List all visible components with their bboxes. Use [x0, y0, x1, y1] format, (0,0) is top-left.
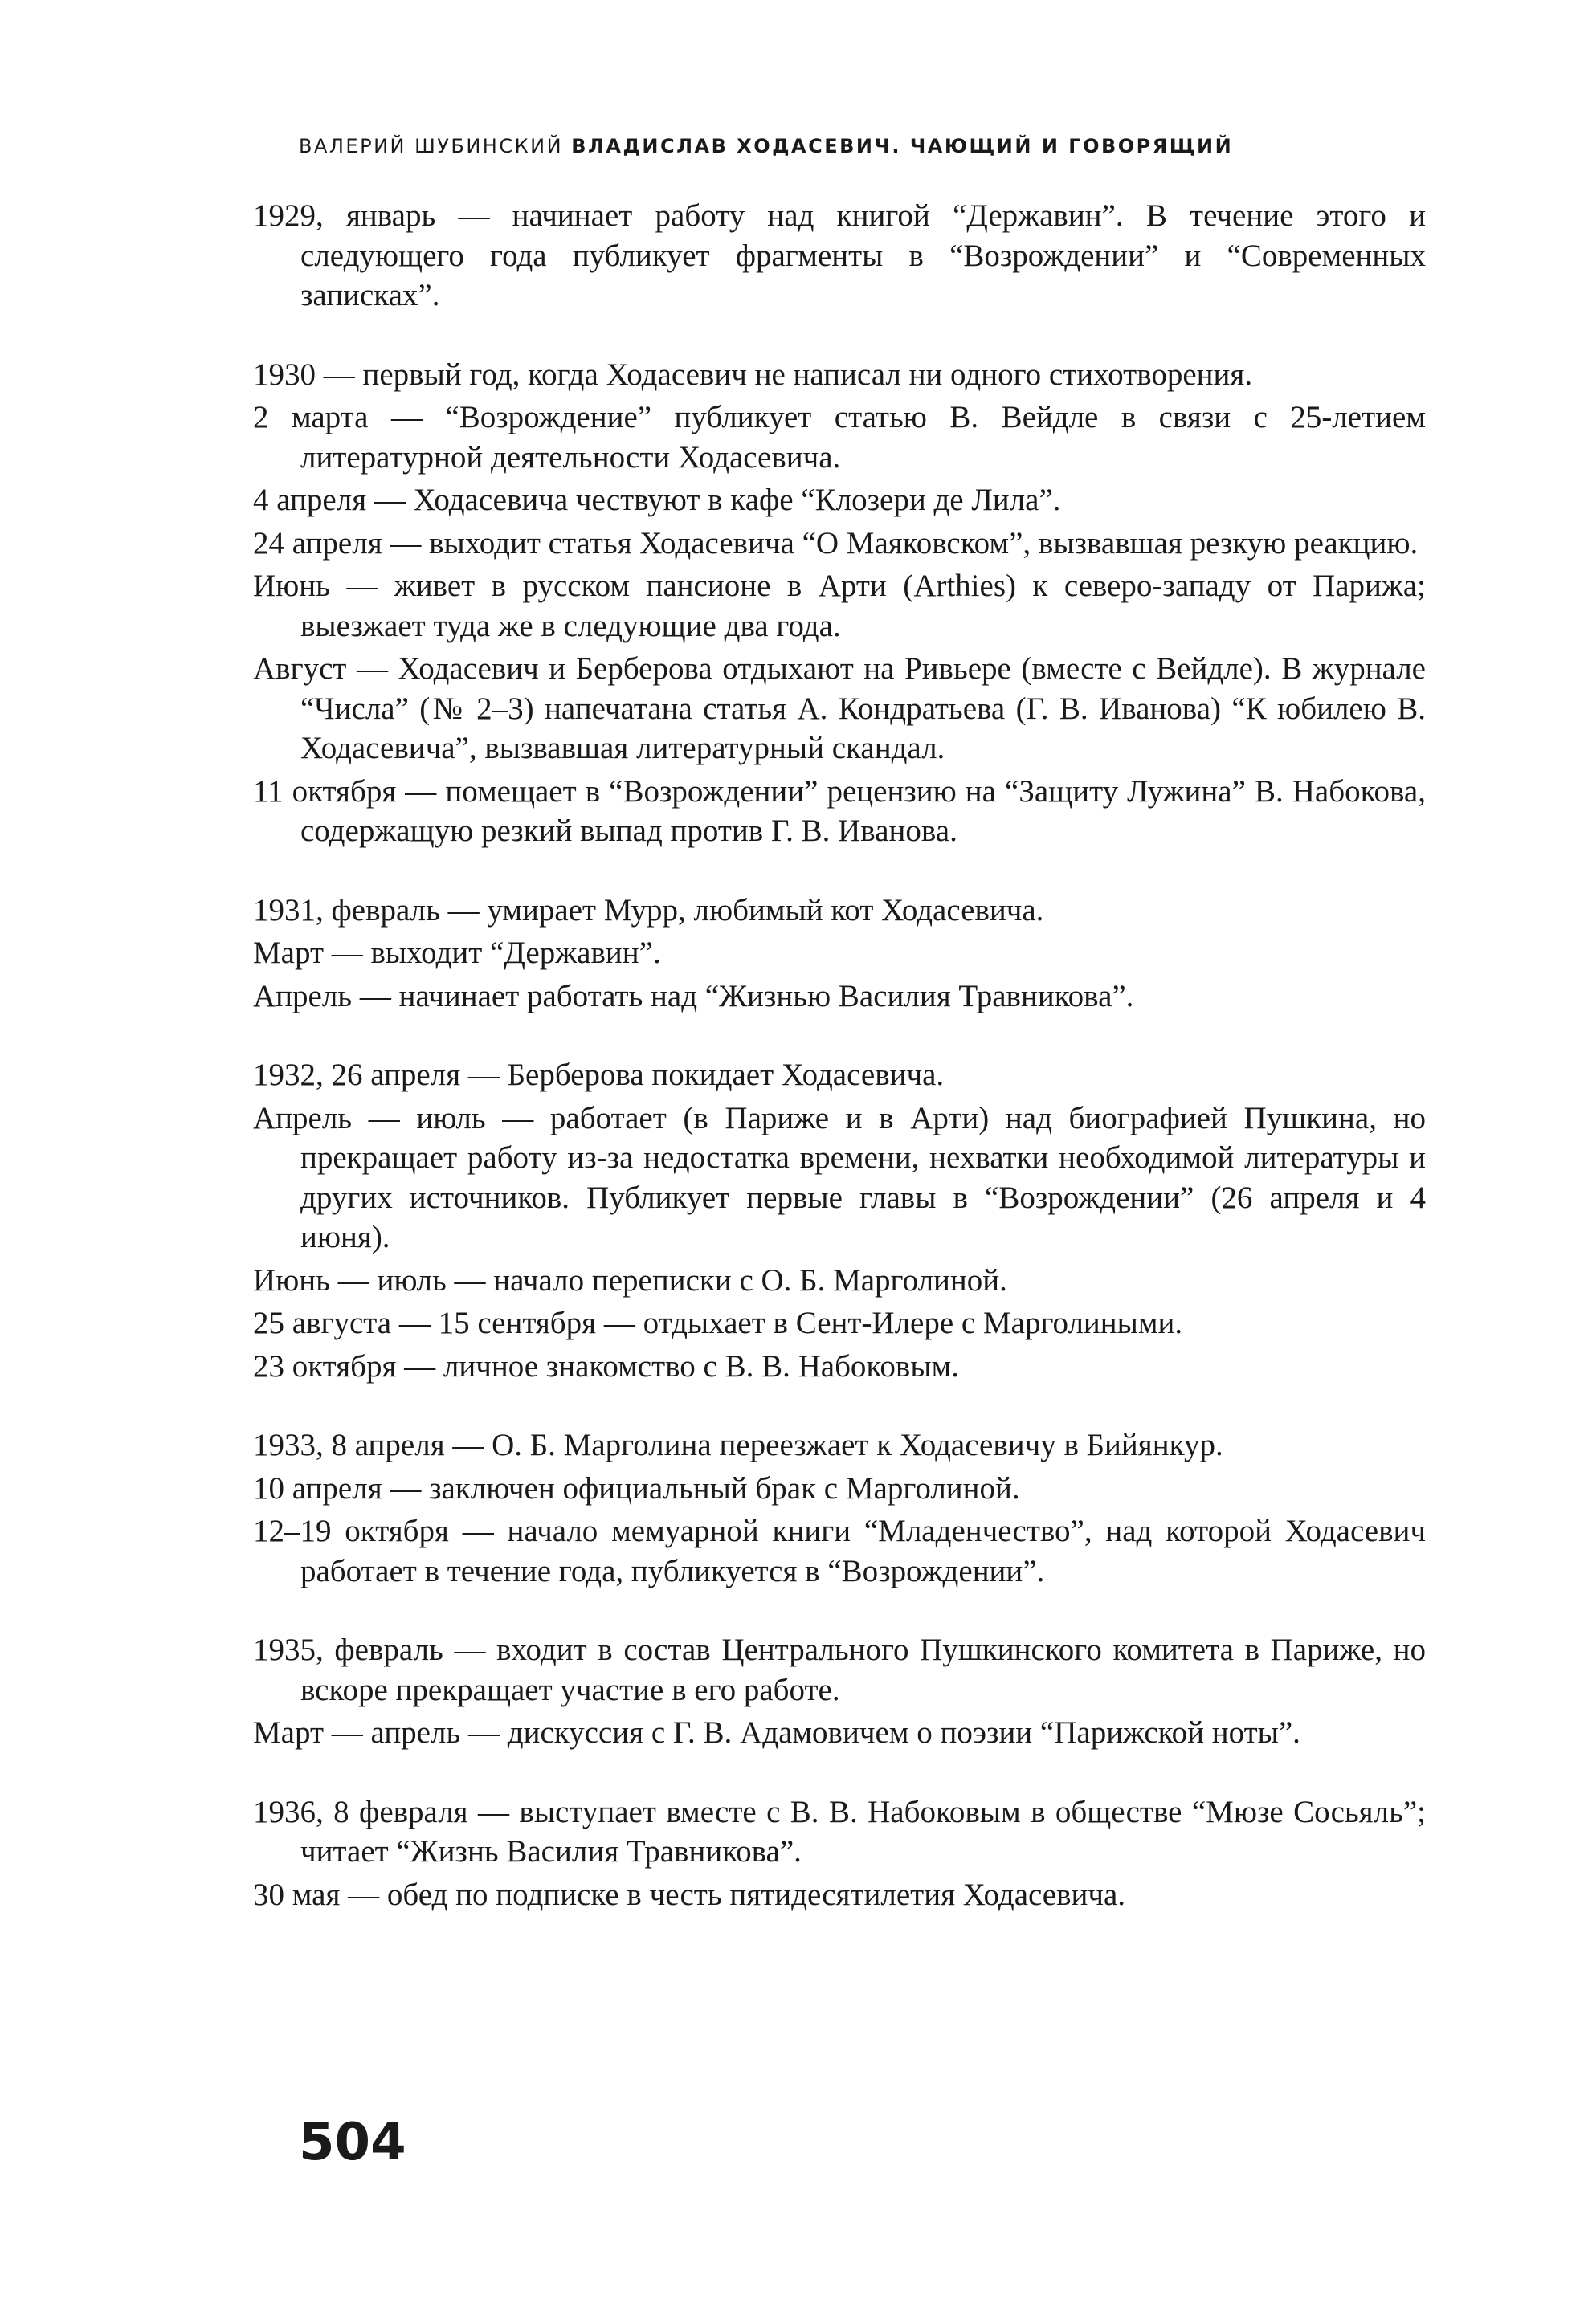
- chronology-entry: 1932, 26 апреля — Берберова покидает Ходасевича.: [253, 1058, 945, 1092]
- chronology-entry: 1936, 8 февраля — выступает вместе с В. В. Набоковым в обществе “Мюзе Сосьяль”; читает “Жизнь Василия Травникова”.: [253, 1794, 1426, 1869]
- chronology-entry: 1930 — первый год, когда Ходасевич не написал ни одного стихотворения.: [253, 357, 1253, 392]
- chronology-entry: 1933, 8 апреля — О. Б. Марголина переезжает к Ходасевичу в Бийянкур.: [253, 1428, 1223, 1462]
- chronology-entry: 1935, февраль — входит в состав Центрального Пушкинского комитета в Париже, но вскоре прекращает участие в его работе.: [253, 1633, 1426, 1707]
- chronology-entry: Март — апрель — дискуссия с Г. В. Адамовичем о поэзии “Парижской ноты”.: [253, 1715, 1300, 1750]
- chronology-entry: 23 октября — личное знакомство с В. В. Набоковым.: [253, 1348, 959, 1384]
- chronology-entry: 4 апреля — Ходасевича чествуют в кафе “Клозери де Лила”.: [253, 483, 1061, 517]
- year-block-1931: [253, 891, 1426, 1017]
- year-block-1933: [253, 1425, 1426, 1591]
- chronology-entry: 12–19 октября — начало мемуарной книги “Младенчество”, над которой Ходасевич работает в течение года, публикуется в “Возрождении”.: [253, 1514, 1426, 1588]
- running-head-book-title: ВЛАДИСЛАВ ХОДАСЕВИЧ. ЧАЮЩИЙ И ГОВОРЯЩИЙ: [571, 135, 1234, 157]
- year-block-1936: [253, 1792, 1426, 1915]
- page-number: 504: [299, 2113, 406, 2172]
- chronology-entry: 24 апреля — выходит статья Ходасевича “О Маяковском”, вызвавшая резкую реакцию.: [253, 525, 1419, 561]
- year-block-1930: [253, 355, 1426, 851]
- chronology-entry: 30 мая — обед по подписке в честь пятидесятилетия Ходасевича.: [253, 1877, 1126, 1912]
- chronology-entry: Апрель — июль — работает (в Париже и в Арти) над биографией Пушкина, но прекращает работу из-за недостатка времени, нехватки необходимой литературы и других источников. Публикует первые главы в “Возрождении” (26 апреля и 4 июня).: [253, 1100, 1426, 1254]
- chronology-entry: 2 марта — “Возрождение” публикует статью В. Вейдле в связи с 25-летием литературной деятельности Ходасевича.: [253, 400, 1426, 475]
- chronology-entry: Март — выходит “Державин”.: [253, 936, 661, 970]
- chronology-entry: Август — Ходасевич и Берберова отдыхают на Ривьере (вместе с Вейдле). В журнале “Числа” (№ 2–3) напечатана статья А. Кондратьева (Г. В. Иванова) “К юбилею В. Ходасевича”, вызвавшая литературный скандал.: [253, 651, 1426, 765]
- year-block-1929: [253, 196, 1426, 316]
- year-block-1935: [253, 1630, 1426, 1753]
- chronology-entry: 1931, февраль — умирает Мурр, любимый кот Ходасевича.: [253, 892, 1044, 928]
- chronology-entry: 10 апреля — заключен официальный брак с Марголиной.: [253, 1470, 1020, 1506]
- chronology-entry: 1929, январь — начинает работу над книгой “Державин”. В течение этого и следующего года публикует фрагменты в “Возрождении” и “Современных записках”.: [253, 198, 1426, 312]
- chronology-entry: 25 августа — 15 сентября — отдыхает в Сент-Илере с Марголиными.: [253, 1306, 1183, 1340]
- chronology-entry: Июнь — живет в русском пансионе в Арти (Arthies) к северо-западу от Парижа; выезжает туда же в следующие два года.: [253, 569, 1426, 643]
- chronology-text: [253, 196, 1426, 1918]
- chronology-entry: 11 октября — помещает в “Возрождении” рецензию на “Защиту Лужина” В. Набокова, содержащую резкий выпад против Г. В. Иванова.: [253, 773, 1426, 848]
- running-head: [299, 135, 1233, 157]
- year-block-1932: [253, 1055, 1426, 1386]
- chronology-entry: Апрель — начинает работать над “Жизнью Василия Травникова”.: [253, 978, 1134, 1013]
- running-head-author: ВАЛЕРИЙ ШУБИНСКИЙ: [299, 135, 564, 157]
- chronology-entry: Июнь — июль — начало переписки с О. Б. Марголиной.: [253, 1262, 1007, 1298]
